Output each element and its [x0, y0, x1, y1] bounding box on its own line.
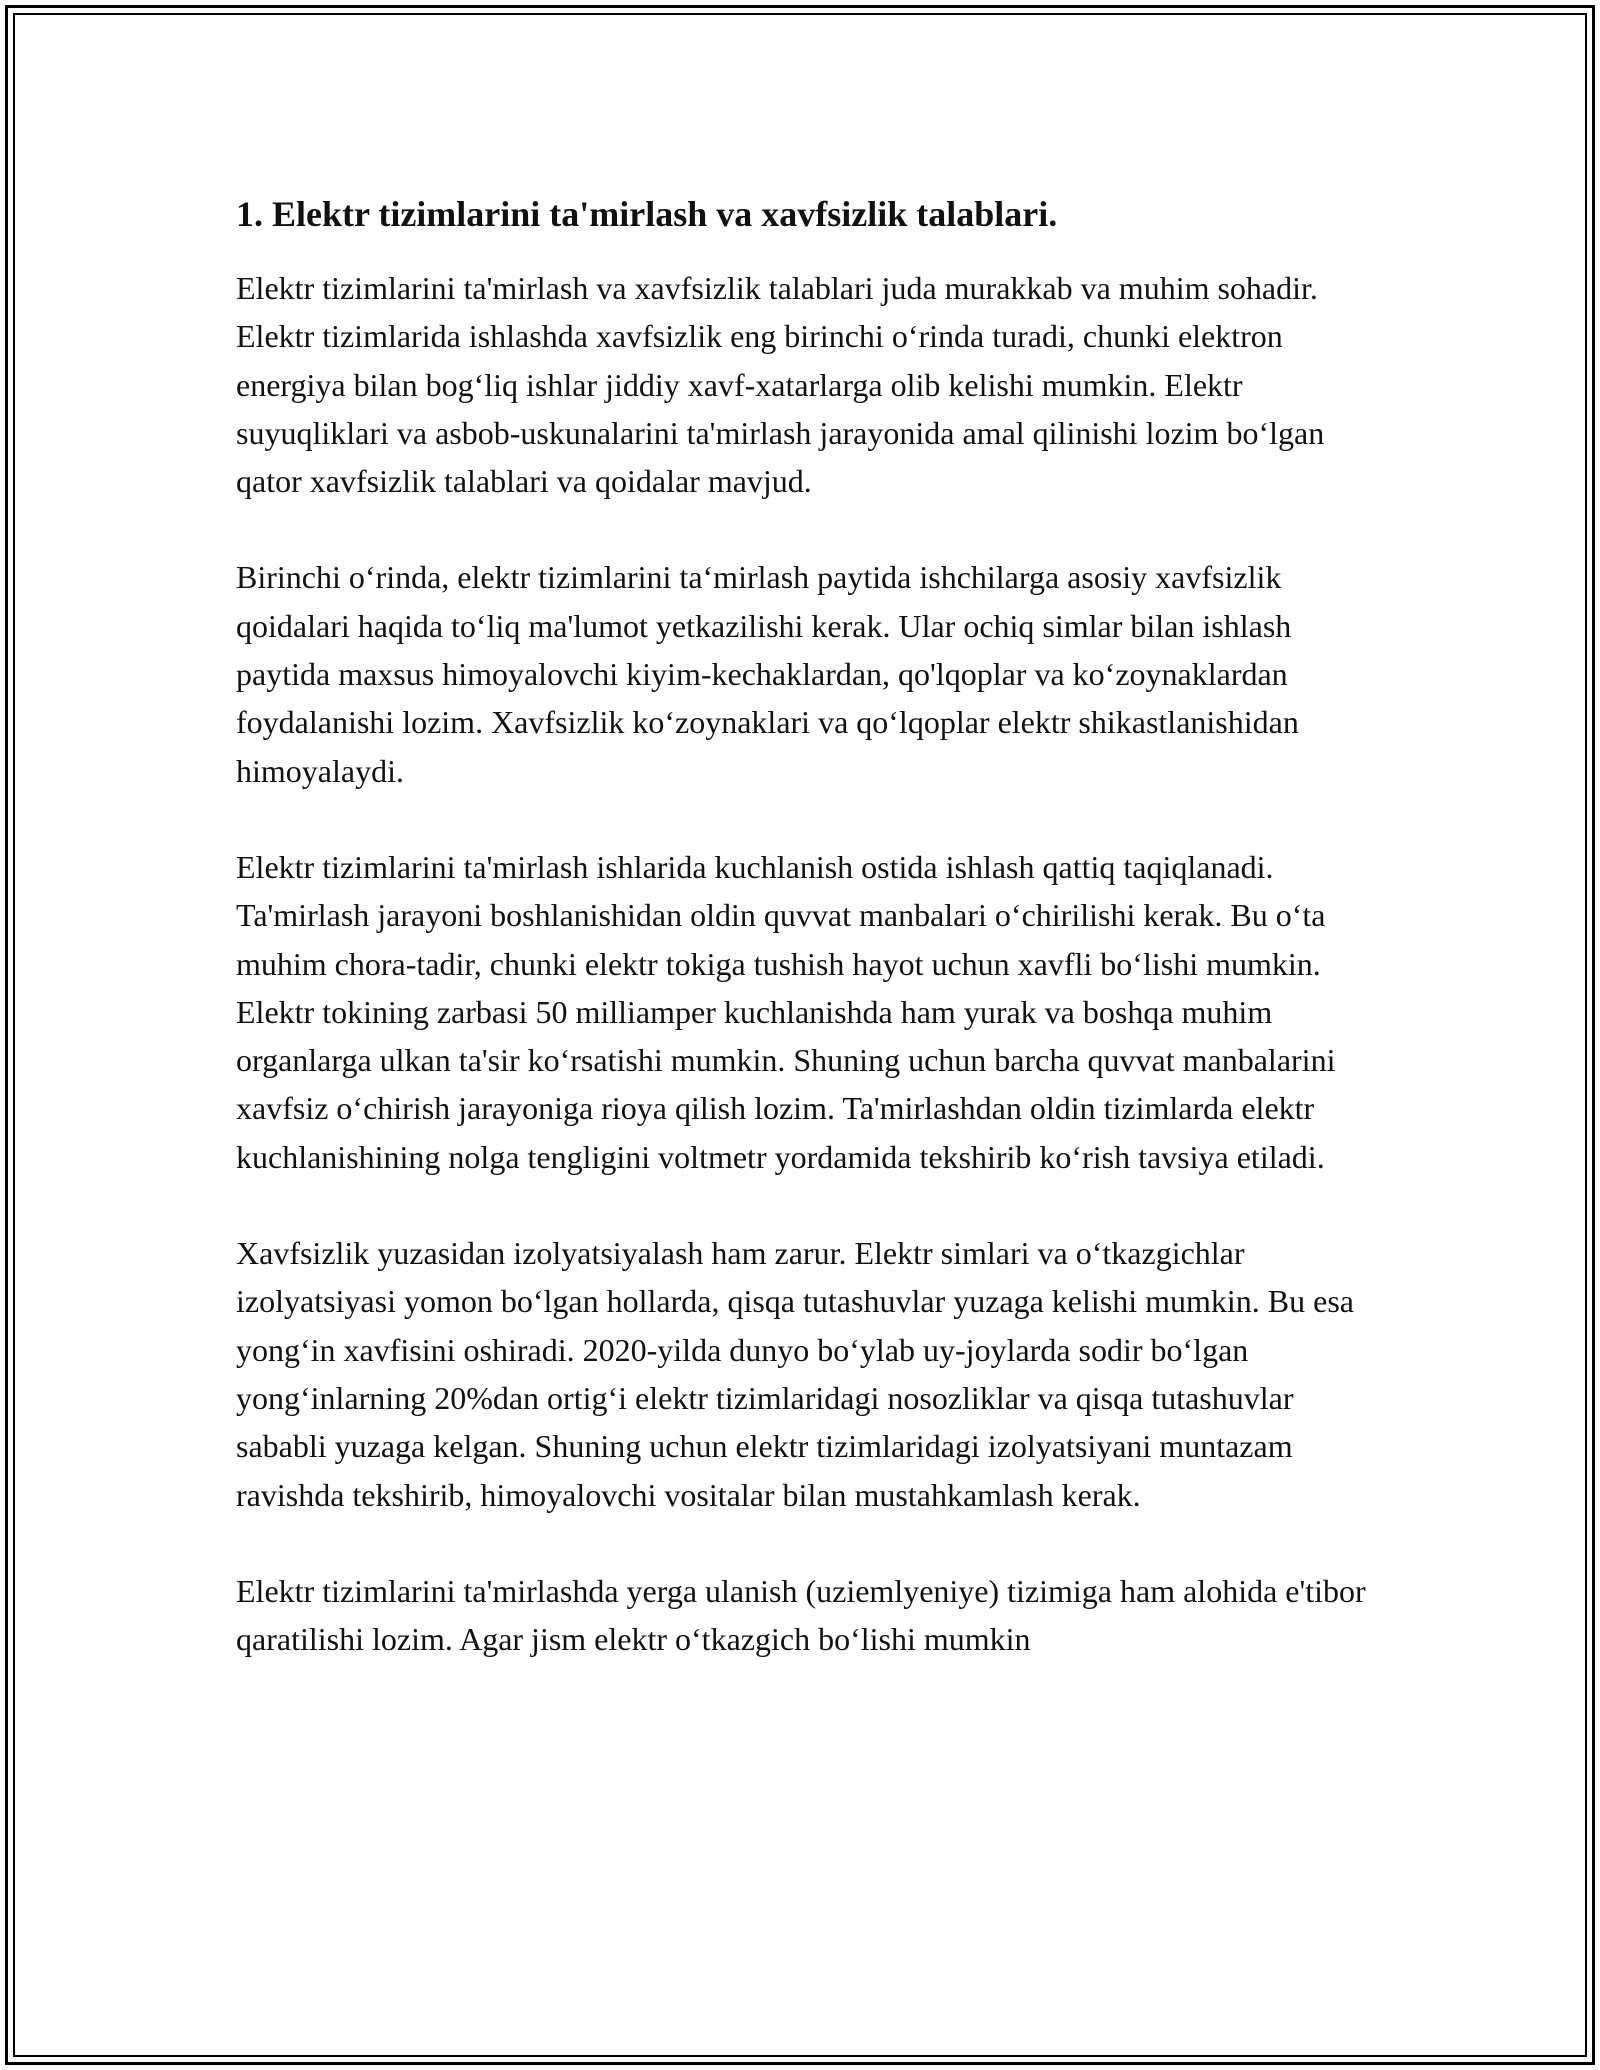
paragraph-2: Birinchi o‘rinda, elektr tizimlarini ta‘mirlash paytida ishchilarga asosiy xavfsizlik qoidalari haqida to‘liq ma'lumot yetkazilishi kerak. Ular ochiq simlar bilan ishlash paytida maxsus himoyalovchi kiyim-kechaklardan, qo'lqoplar va ko‘zoynaklardan foydalanishi lozim. Xavfsizlik ko‘zoynaklari va qo‘lqoplar elektr shikastlanishidan himoyalaydi. [236, 559, 1299, 789]
paragraph-4: Xavfsizlik yuzasidan izolyatsiyalash ham zarur. Elektr simlari va o‘tkazgichlar izolyatsiyasi yomon bo‘lgan hollarda, qisqa tutashuvlar yuzaga kelishi mumkin. Bu esa yong‘in xavfisini oshiradi. 2020-yilda dunyo bo‘ylab uy-joylarda sodir bo‘lgan yong‘inlarning 20%dan ortig‘i elektr tizimlaridagi nosozliklar va qisqa tutashuvlar sababli yuzaga kelgan. Shuning uchun elektr tizimlaridagi izolyatsiyani muntazam ravishda tekshirib, himoyalovchi vositalar bilan mustahkamlash kerak. [236, 1235, 1354, 1513]
paragraph-3: Elektr tizimlarini ta'mirlash ishlarida kuchlanish ostida ishlash qattiq taqiqlanadi. Ta'mirlash jarayoni boshlanishidan oldin quvvat manbalari o‘chirilishi kerak. Bu o‘ta muhim chora-tadir, chunki elektr tokiga tushish hayot uchun xavfli bo‘lishi mumkin. Elektr tokining zarbasi 50 milliamper kuchlanishda ham yurak va boshqa muhim organlarga ulkan ta'sir ko‘rsatishi mumkin. Shuning uchun barcha quvvat manbalarini xavfsiz o‘chirish jarayoniga rioya qilish lozim. Ta'mirlashdan oldin tizimlarda elektr kuchlanishining nolga tengligini voltmetr yordamida tekshirib ko‘rish tavsiya etiladi. [236, 848, 1336, 1175]
paragraph-5: Elektr tizimlarini ta'mirlashda yerga ulanish (uziemlyeniye) tizimiga ham alohida e'tibor qaratilishi lozim. Agar jism elektr o‘tkazgich bo‘lishi mumkin [236, 1572, 1366, 1658]
section-heading: 1. Elektr tizimlarini ta'mirlash va xavfsizlik talablari. [236, 194, 1058, 234]
document-page [236, 190, 1376, 1663]
paragraph-1: Elektr tizimlarini ta'mirlash va xavfsizlik talablari juda murakkab va muhim sohadir. Elektr tizimlarida ishlashda xavfsizlik eng birinchi o‘rinda turadi, chunki elektron energiya bilan bog‘liq ishlar jiddiy xavf-xatarlarga olib kelishi mumkin. Elektr suyuqliklari va asbob-uskunalarini ta'mirlash jarayonida amal qilinishi lozim bo‘lgan qator xavfsizlik talablari va qoidalar mavjud. [236, 270, 1325, 500]
